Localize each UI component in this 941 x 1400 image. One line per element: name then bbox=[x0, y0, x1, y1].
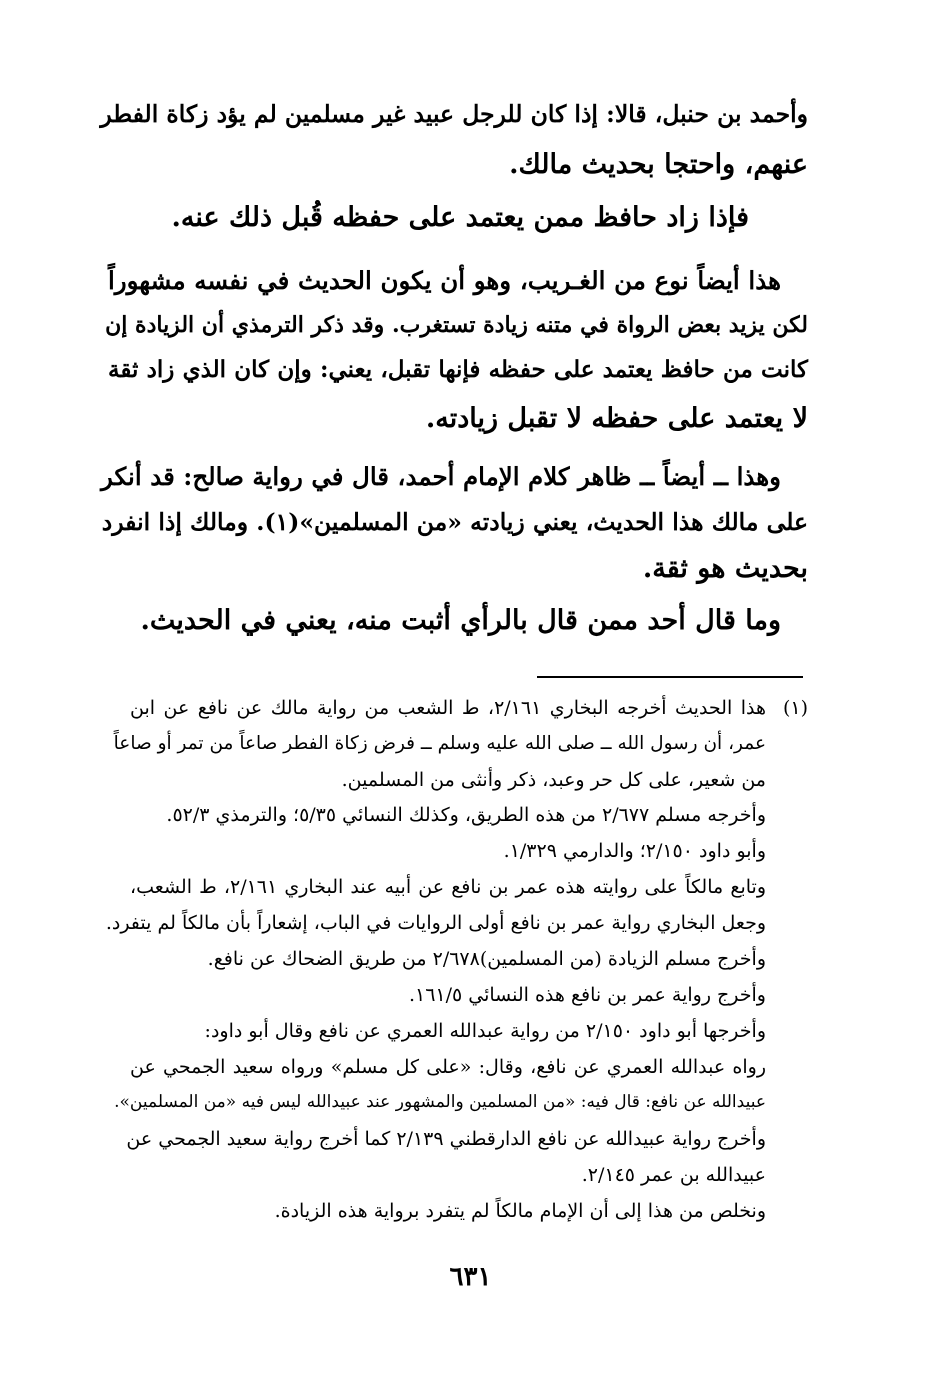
footnote-line-6: وتابع مالكاً على روايته هذه عمر بن نافع عن أبيه عند البخاري ٢/١٦١، ط الشعب، bbox=[130, 876, 766, 898]
page-number: ٦٣١ bbox=[449, 1262, 492, 1292]
body-line-5: لكن يزيد بعض الرواة في متنه زيادة تستغرب. وقد ذكر الترمذي أن الزيادة إن bbox=[105, 312, 808, 338]
footnote-line-1: هذا الحديث أخرجه البخاري ٢/١٦١، ط الشعب من رواية مالك عن نافع عن ابن bbox=[130, 697, 766, 719]
footnote-line-4: وأخرجه مسلم ٢/٦٧٧ من هذه الطريق، وكذلك النسائي ٥/٣٥؛ والترمذي ٥٢/٣. bbox=[166, 804, 766, 826]
footnote-line-12: عبيدالله عن نافع: قال فيه: «من المسلمين والمشهور عند عبيدالله ليس فيه «من المسلمين». bbox=[114, 1092, 766, 1112]
footnote-line-3: من شعير، على كل حر وعبد، ذكر وأنثى من المسلمين. bbox=[341, 769, 766, 791]
footnote-line-8: وأخرج مسلم الزيادة (من المسلمين)٢/٦٧٨ من طريق الضحاك عن نافع. bbox=[207, 948, 766, 970]
body-line-9: على مالك هذا الحديث، يعني زيادته «من المسلمين»(١). ومالك إذا انفرد bbox=[101, 508, 808, 536]
body-line-10: بحديث هو ثقة. bbox=[642, 553, 808, 584]
footnote-line-13: وأخرج رواية عبيدالله عن نافع الدارقطني ٢/١٣٩ كما أخرج رواية سعيد الجمحي عن bbox=[126, 1128, 766, 1150]
footnote-line-5: وأبو داود ٢/١٥٠؛ والدارمي ١/٣٢٩. bbox=[503, 840, 766, 862]
body-line-2: عنهم، واحتجا بحديث مالك. bbox=[509, 149, 808, 180]
body-line-1: وأحمد بن حنبل، قالا: إذا كان للرجل عبيد غير مسلمين لم يؤد زكاة الفطر bbox=[100, 100, 808, 128]
body-line-4: هذا أيضاً نوع من الغـريب، وهو أن يكون الحديث في نفسه مشهوراً bbox=[108, 266, 781, 295]
footnote-line-10: وأخرجها أبو داود ٢/١٥٠ من رواية عبدالله العمري عن نافع وقال أبو داود: bbox=[204, 1020, 766, 1042]
footnote-line-9: وأخرج رواية عمر بن نافع هذه النسائي ١٦١/٥. bbox=[408, 984, 766, 1006]
footnote-line-15: ونخلص من هذا إلى أن الإمام مالكاً لم يتفرد برواية هذه الزيادة. bbox=[274, 1200, 766, 1222]
body-line-6: كانت من حافظ يعتمد على حفظه فإنها تقبل، يعني: وإن كان الذي زاد ثقة bbox=[108, 356, 808, 383]
body-line-3: فإذا زاد حافظ ممن يعتمد على حفظه قُبل ذلك عنه. bbox=[171, 202, 749, 233]
footnote-line-11: رواه عبدالله العمري عن نافع، وقال: «على كل مسلم» ورواه سعيد الجمحي عن bbox=[130, 1056, 766, 1078]
footnote-separator bbox=[537, 676, 803, 678]
body-line-11: وما قال أحد ممن قال بالرأي أثبت منه، يعني في الحديث. bbox=[140, 605, 781, 636]
footnote-number: (١) bbox=[782, 697, 808, 719]
footnote-line-2: عمر، أن رسول الله ــ صلى الله عليه وسلم ــ فرض زكاة الفطر صاعاً من تمر أو صاعاً bbox=[113, 733, 766, 754]
footnote-line-7: وجعل البخاري رواية عمر بن نافع أولى الروايات في الباب، إشعاراً بأن مالكاً لم يتفرد. bbox=[105, 912, 766, 934]
body-line-8: وهذا ــ أيضاً ــ ظاهر كلام الإمام أحمد، قال في رواية صالح: قد أنكر bbox=[101, 462, 781, 491]
footnote-line-14: عبيدالله بن عمر ٢/١٤٥. bbox=[581, 1164, 766, 1186]
body-line-7: لا يعتمد على حفظه لا تقبل زيادته. bbox=[425, 403, 808, 434]
